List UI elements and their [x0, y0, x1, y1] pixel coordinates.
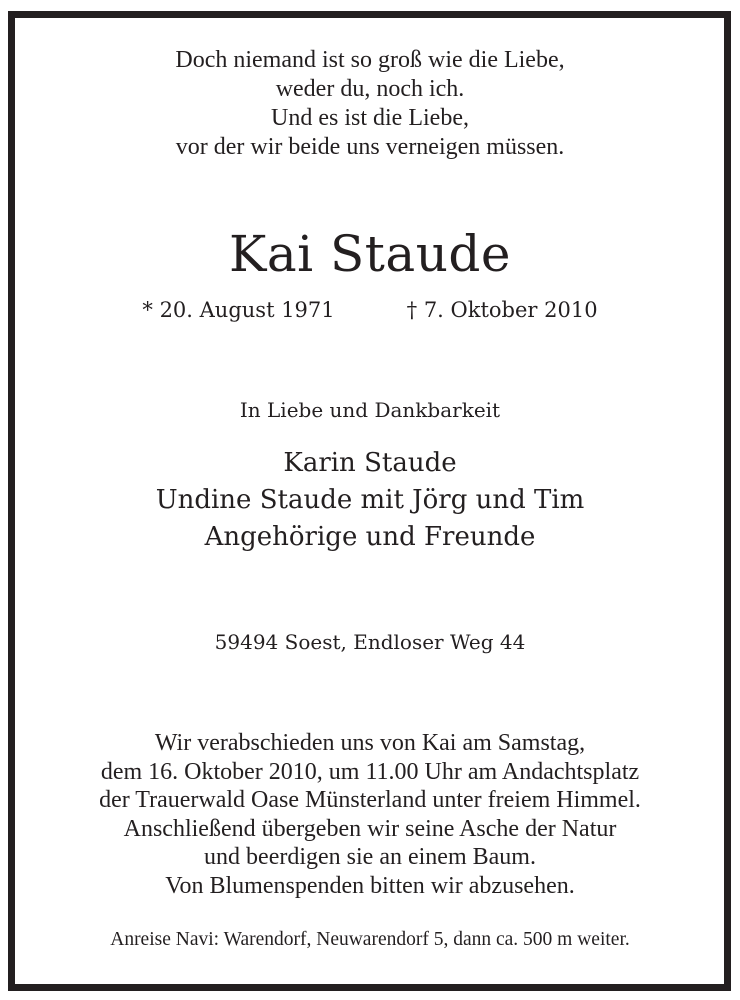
- mourner-name: Undine Staude mit Jörg und Tim: [155, 485, 585, 515]
- mourner-name: Karin Staude: [283, 448, 457, 478]
- ceremony-line: dem 16. Oktober 2010, um 11.00 Uhr am Andachtsplatz: [100, 758, 640, 785]
- birth-date: * 20. August 1971: [142, 298, 335, 322]
- death-date: † 7. Oktober 2010: [406, 298, 598, 322]
- poem-line: Und es ist die Liebe,: [271, 105, 469, 131]
- life-dates: [0, 298, 740, 322]
- ceremony-line: Von Blumenspenden bitten wir abzusehen.: [165, 872, 575, 899]
- poem-line: Doch niemand ist so groß wie die Liebe,: [175, 47, 565, 73]
- poem-line: weder du, noch ich.: [275, 76, 465, 102]
- mourners-intro: In Liebe und Dankbarkeit: [239, 398, 501, 422]
- ceremony-line: und beerdigen sie an einem Baum.: [204, 844, 536, 870]
- ceremony-line: Wir verabschieden uns von Kai am Samstag,: [154, 730, 586, 756]
- ceremony-line: Anschließend übergeben wir seine Asche der Natur: [123, 815, 617, 842]
- poem-quote: [0, 46, 740, 162]
- poem-line: vor der wir beide uns verneigen müssen.: [175, 134, 565, 160]
- family-address: 59494 Soest, Endloser Weg 44: [214, 630, 526, 654]
- directions-note: Anreise Navi: Warendorf, Neuwarendorf 5, dann ca. 500 m weiter.: [110, 929, 630, 950]
- deceased-name: Kai Staude: [228, 225, 511, 283]
- mourners-list: [0, 445, 740, 556]
- ceremony-info: [0, 729, 740, 900]
- ceremony-line: der Trauerwald Oase Münsterland unter freiem Himmel.: [99, 787, 641, 813]
- mourner-name: Angehörige und Freunde: [204, 522, 536, 552]
